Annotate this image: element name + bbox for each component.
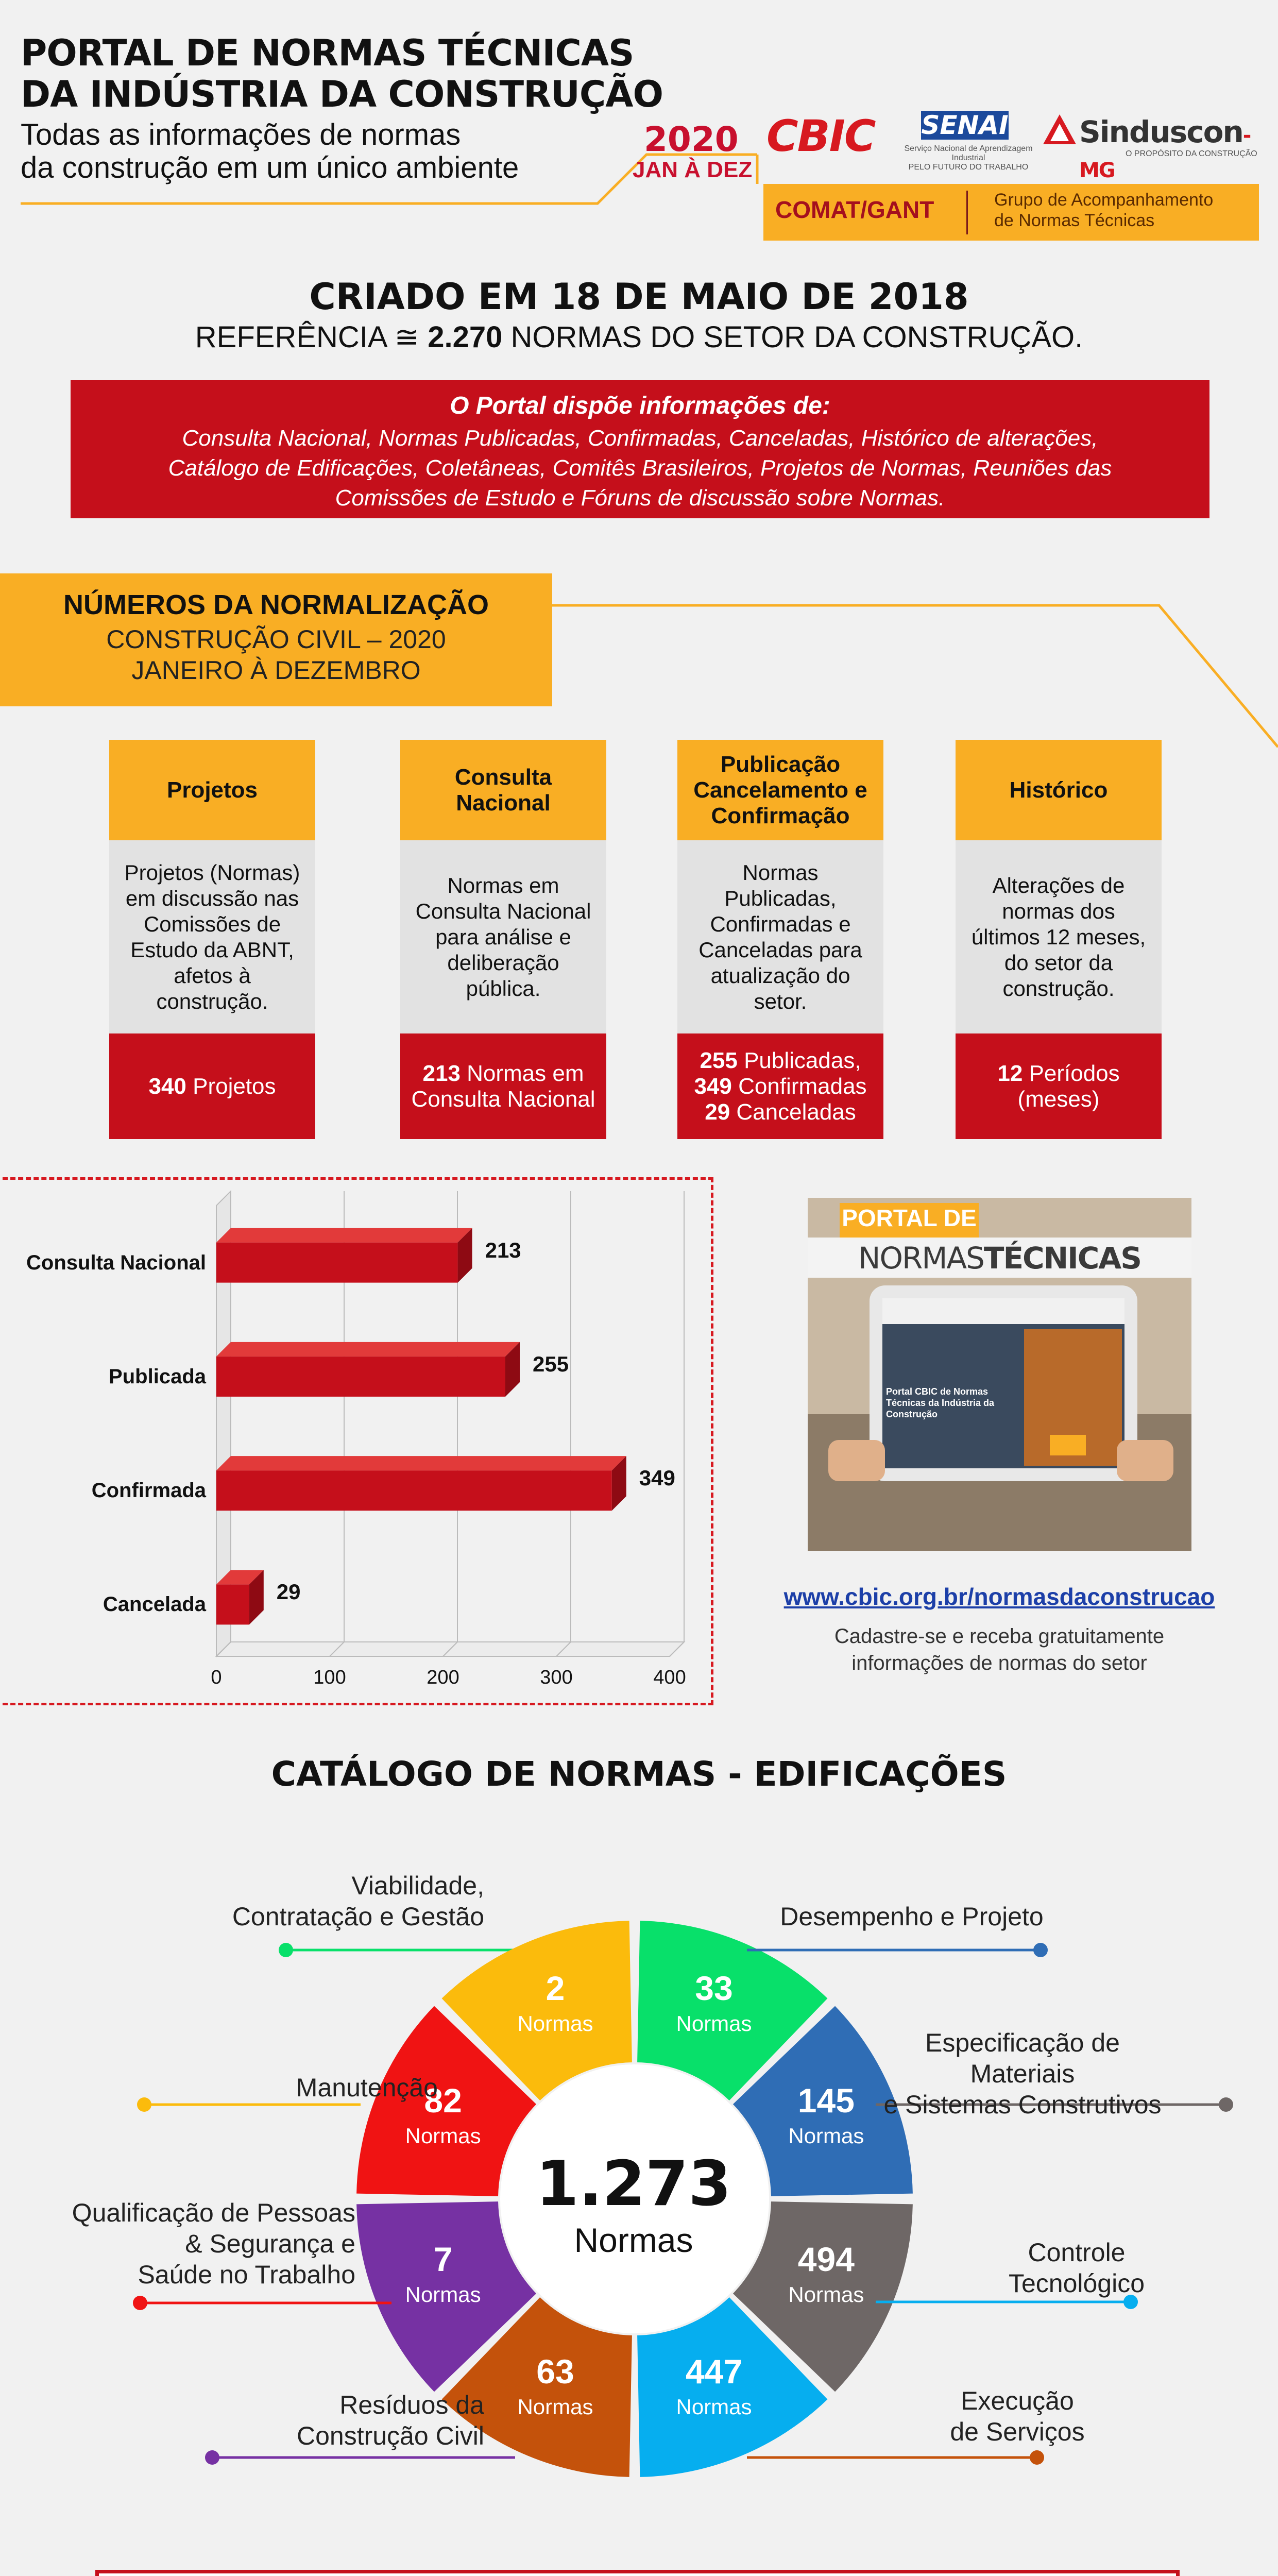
segment-value: 82 [424,2081,462,2120]
portal-screen-text: Portal CBIC de Normas Técnicas da Indústria da Construção [886,1386,995,1419]
subtitle-line2: da construção em um único ambiente [21,151,519,184]
chart-data-label: 255 [533,1351,569,1376]
card-value: 213 Normas em Consulta Nacional [400,1033,606,1139]
card-projetos [109,740,315,1139]
chart-bar [216,1342,520,1397]
numbers-subtitle: CONSTRUÇÃO CIVIL – 2020 [106,625,446,654]
segment-value: 145 [797,2081,855,2120]
card-description: Alterações de normas dos últimos 12 meses, do setor da construção. [956,840,1162,1033]
label-leader-dot [279,1943,293,1957]
page-title-line2: DA INDÚSTRIA DA CONSTRUÇÃO [21,73,663,115]
portal-badge-line1: PORTAL DE [842,1205,977,1231]
chart-category-label: Cancelada [103,1593,206,1616]
segment-unit: Normas [676,2394,752,2419]
chart-x-tick-label: 0 [211,1667,222,1688]
created-date-heading: CRIADO EM 18 DE MAIO DE 2018 [309,276,969,318]
catalog-title: CATÁLOGO DE NORMAS - EDIFICAÇÕES [271,1754,1007,1794]
chart-category-label: Publicada [109,1365,206,1388]
subtitle-line1: Todas as informações de normas [21,118,461,151]
segment-unit: Normas [517,2394,593,2419]
chart-bar [216,1228,472,1283]
portal-info-text: Consulta Nacional, Normas Publicadas, Confirmadas, Canceladas, Histórico de alterações, Catálogo de Edificações, Coletâneas, Comitês Brasileiros, Projetos de Normas, Reuniões das Comissões de Estudo e Fóruns de discussão sobre Normas. [168,426,1112,511]
catalog-category-label: Controle Tecnológico [1008,2238,1145,2298]
chart-x-tick-label: 400 [653,1667,686,1688]
numbers-period: JANEIRO À DEZEMBRO [131,656,421,685]
period-label: JAN À DEZ [633,157,753,182]
card-heading: Consulta Nacional [400,740,606,840]
segment-value: 447 [685,2352,743,2391]
label-leader-dot [1219,2097,1233,2112]
page-title-line1: PORTAL DE NORMAS TÉCNICAS [21,32,634,74]
card-publicacao [677,740,883,1139]
chart-data-label: 349 [639,1466,675,1490]
catalog-category-label: Manutenção [296,2073,438,2102]
numbers-title: NÚMEROS DA NORMALIZAÇÃO [63,589,489,620]
card-heading: Publicação Cancelamento e Confirmação [677,740,883,840]
chart-category-label: Consulta Nacional [26,1251,206,1274]
reference-line: REFERÊNCIA ≅ 2.270 NORMAS DO SETOR DA CONSTRUÇÃO. [195,320,1083,354]
catalog-category-label: Qualificação de Pessoas & Segurança e Saúde no Trabalho [72,2198,355,2289]
chart-bar [216,1456,626,1511]
card-heading: Projetos [109,740,315,840]
catalog-category-label: Execução de Serviços [950,2386,1085,2446]
segment-unit: Normas [405,2123,481,2148]
segment-unit: Normas [405,2282,481,2307]
segment-value: 63 [536,2352,574,2391]
sinduscon-logo: Sinduscon-MG [1079,114,1251,182]
card-value: 255 Publicadas, 349 Confirmadas 29 Canceladas [677,1033,883,1139]
youtube-box [95,2570,1180,2576]
chart-x-tick-label: 100 [313,1667,346,1688]
card-value: 340 Projetos [109,1033,315,1139]
portal-badge-line2: NORMASTÉCNICAS [858,1241,1141,1276]
chart-x-tick-label: 300 [540,1667,573,1688]
comat-label: COMAT/GANT [775,196,934,223]
chart-x-tick-label: 200 [427,1667,459,1688]
chart-bar [216,1570,264,1624]
label-leader-dot [1030,2450,1044,2465]
chart-data-label: 29 [276,1580,301,1604]
portal-cta-text: Cadastre-se e receba gratuitamente informações de normas do setor [834,1625,1165,1674]
catalog-total: 1.273 [536,2148,731,2220]
catalog-category-label: Resíduos da Construção Civil [296,2391,484,2450]
catalog-category-label: Viabilidade, Contratação e Gestão [232,1871,484,1931]
card-description: Projetos (Normas) em discussão nas Comissões de Estudo da ABNT, afetos à construção. [109,840,315,1033]
comat-description: Grupo de Acompanhamento de Normas Técnicas [994,190,1214,230]
card-heading: Histórico [956,740,1162,840]
comat-divider [966,191,968,234]
segment-value: 7 [433,2240,453,2279]
sinduscon-logo-icon [1043,114,1077,145]
segment-value: 33 [695,1969,733,2008]
portal-info-heading: O Portal dispõe informações de: [450,392,830,419]
card-historico [956,740,1162,1139]
card-description: Normas Publicadas, Confirmadas e Canceladas para atualização do setor. [677,840,883,1033]
segment-unit: Normas [788,2123,864,2148]
portal-url-link[interactable]: www.cbic.org.br/normasdaconstrucao [783,1583,1215,1610]
catalog-total-label: Normas [574,2221,693,2259]
catalog-category-label: Especificação de Materiais e Sistemas Construtivos [883,2028,1162,2119]
card-value: 12 Períodos (meses) [956,1033,1162,1139]
senai-logo-caption: Serviço Nacional de Aprendizagem Industrial PELO FUTURO DO TRABALHO [904,144,1033,172]
chart-data-label: 213 [485,1238,521,1262]
card-description: Normas em Consulta Nacional para análise e deliberação pública. [400,840,606,1033]
year-label: 2020 [644,120,739,159]
cbic-logo: CBIC [766,111,875,161]
segment-unit: Normas [676,2011,752,2036]
segment-unit: Normas [517,2011,593,2036]
segment-unit: Normas [788,2282,864,2307]
senai-logo: SENAI [921,110,1009,140]
chart-category-label: Confirmada [91,1479,206,1502]
card-consulta-nacional [400,740,606,1139]
sinduscon-logo-caption: O PROPÓSITO DA CONSTRUÇÃO [1126,149,1257,158]
label-leader-dot [1033,1943,1048,1957]
segment-value: 494 [797,2240,855,2279]
label-leader-dot [133,2296,147,2310]
catalog-category-label: Desempenho e Projeto [780,1902,1044,1931]
label-leader-dot [205,2450,219,2465]
segment-value: 2 [546,1969,565,2008]
